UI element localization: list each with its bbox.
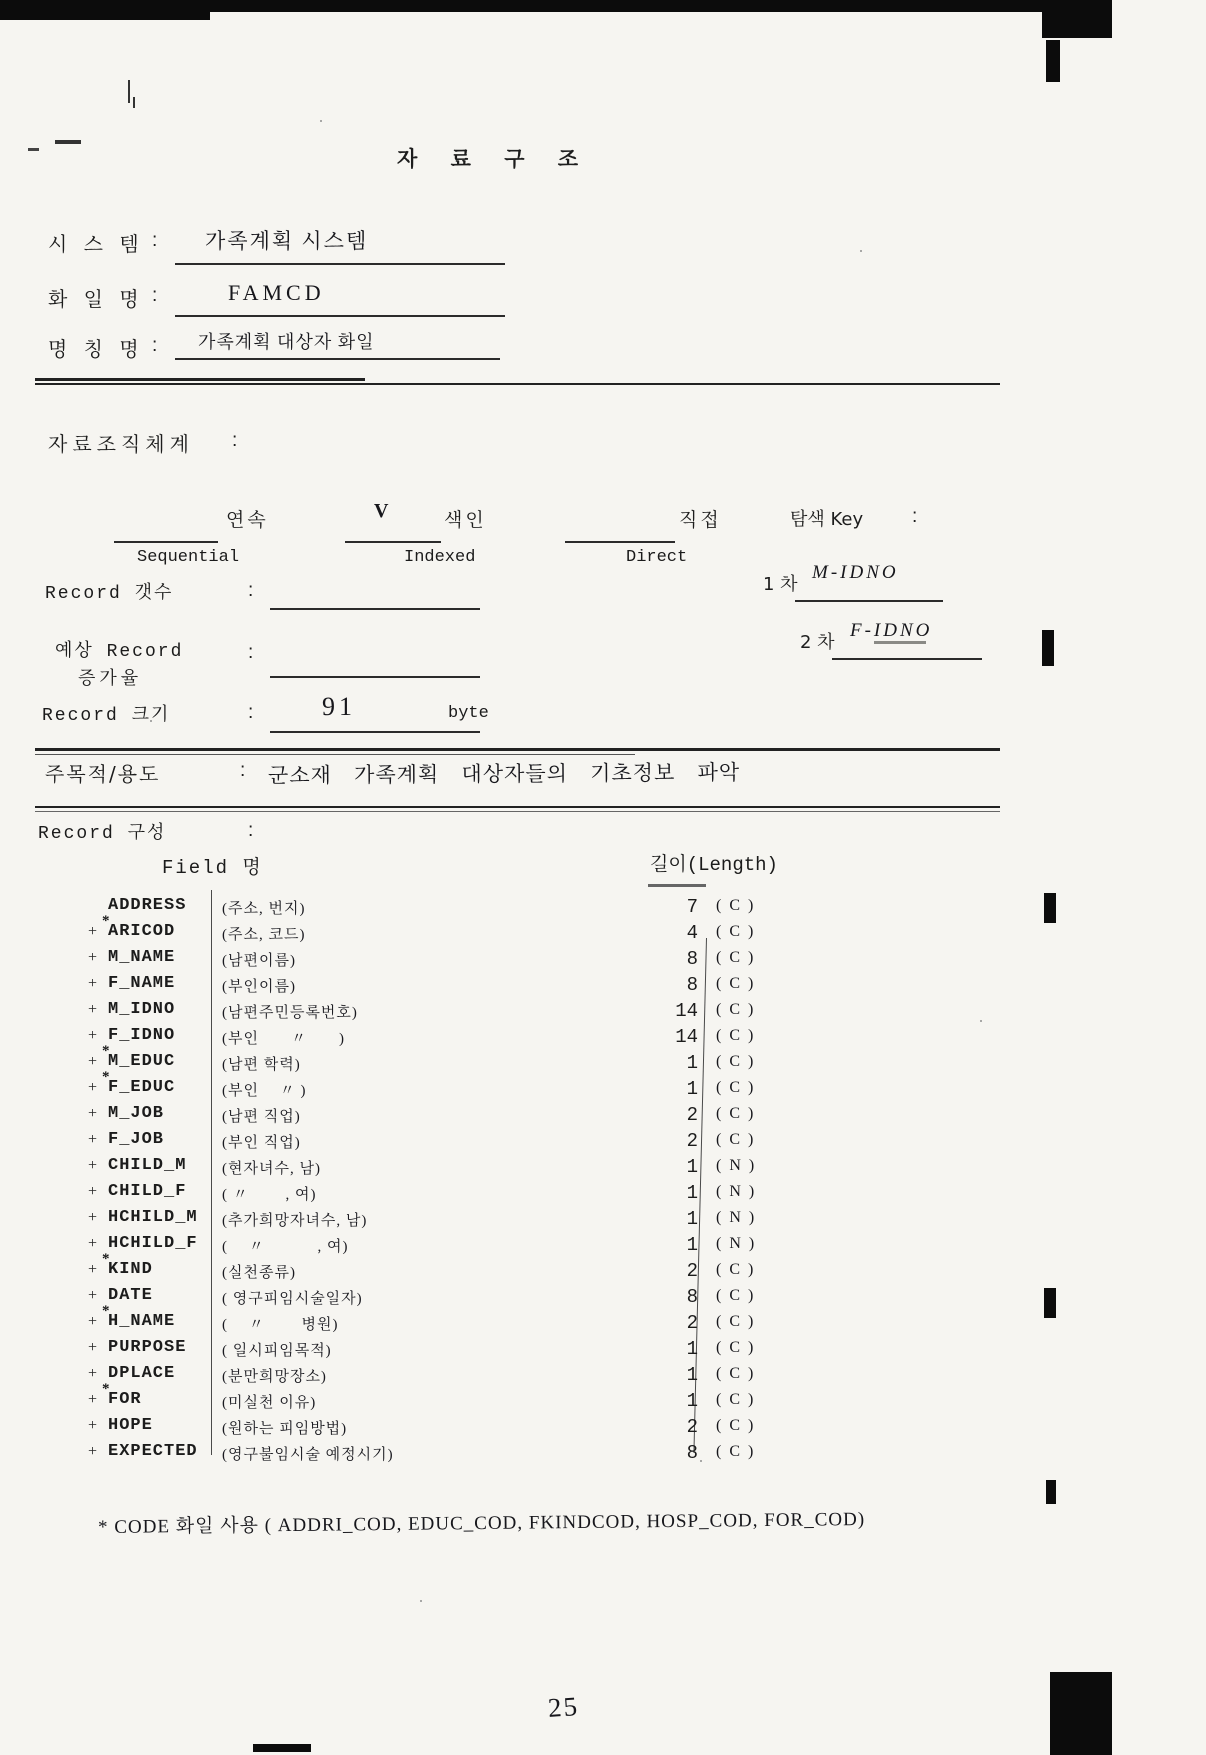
field-length: 14 <box>675 1000 698 1022</box>
field-length: 8 <box>686 974 698 996</box>
field-type: ( C ) <box>716 923 756 940</box>
scan-artifact <box>1044 1288 1056 1318</box>
field-plus-mark: + <box>88 1157 98 1174</box>
field-description: (부인 〃 ) <box>222 1083 307 1099</box>
field-length: 2 <box>686 1260 698 1282</box>
field-type: ( C ) <box>716 897 756 914</box>
field-row <box>0 1286 1206 1312</box>
field-desc-divider <box>211 890 212 1455</box>
indexed-blank <box>345 541 441 543</box>
field-name: CHILD_F <box>108 1182 187 1201</box>
field-plus-mark: + <box>88 1105 98 1122</box>
field-row <box>0 1130 1206 1156</box>
search-key-label: 탐색 Key <box>790 509 864 530</box>
code-files-footnote: * CODE 화일 사용 ( ADDRI_COD, EDUC_COD, FKINDCOD, HOSP_COD, FOR_COD) <box>97 1508 866 1539</box>
scan-artifact <box>1044 893 1056 923</box>
colon: : <box>248 642 254 663</box>
field-row <box>0 1381 1206 1416</box>
field-length: 1 <box>686 1182 698 1204</box>
field-plus-mark: + <box>88 1001 98 1018</box>
field-type: ( C ) <box>716 1261 756 1278</box>
scan-artifact <box>1046 1480 1056 1504</box>
field-name: HCHILD_F <box>108 1234 198 1253</box>
field-length: 14 <box>675 1026 698 1048</box>
purpose-label: 주목적/용도 <box>45 762 161 786</box>
scan-artifact <box>0 0 210 20</box>
field-length: 8 <box>686 1286 698 1308</box>
field-description: (주소, 번지) <box>222 901 306 917</box>
field-name: M_NAME <box>108 948 176 967</box>
field-description: (영구불임시술 예정시기) <box>222 1447 394 1463</box>
purpose-value: 군소재 가족계획 대상자들의 기초정보 파악 <box>267 760 741 788</box>
scan-artifact <box>1042 630 1054 666</box>
field-row <box>0 1338 1206 1364</box>
field-description: ( 일시피임목적) <box>222 1343 332 1359</box>
field-description: (부인 〃 ) <box>222 1031 345 1047</box>
field-name: M_IDNO <box>108 1000 176 1019</box>
field-plus-mark: + <box>88 975 98 992</box>
colon: : <box>248 820 254 841</box>
field-plus-mark: + <box>88 1365 98 1382</box>
scan-artifact <box>1050 1672 1112 1755</box>
field-row <box>0 1303 1206 1338</box>
field-length: 1 <box>686 1338 698 1360</box>
field-name: HCHILD_M <box>108 1208 198 1227</box>
length-type-divider <box>693 938 707 1453</box>
field-row <box>0 1043 1206 1078</box>
field-plus-mark: + <box>88 1209 98 1226</box>
option-indexed-english: Indexed <box>404 548 476 567</box>
growth-label-line1: 예상 Record <box>55 642 184 662</box>
field-length: 4 <box>686 922 698 944</box>
scan-artifact <box>648 884 706 887</box>
field-type: ( C ) <box>716 1287 756 1304</box>
field-row <box>0 1069 1206 1104</box>
growth-label-line2: 증가율 <box>78 668 143 689</box>
field-description: (실천종류) <box>222 1265 296 1281</box>
field-description: (주소, 코드) <box>222 927 306 943</box>
divider <box>35 378 365 381</box>
field-plus-mark: + <box>88 1339 98 1356</box>
field-name: F_IDNO <box>108 1026 176 1045</box>
colon: : <box>152 335 158 356</box>
field-length: 8 <box>686 948 698 970</box>
system-underline <box>175 263 505 265</box>
field-type: ( C ) <box>716 1417 756 1434</box>
option-sequential-english: Sequential <box>137 548 240 567</box>
scan-speck <box>320 120 322 122</box>
field-row <box>0 1234 1206 1260</box>
column-header-field: Field 명 <box>162 857 263 879</box>
field-type: ( C ) <box>716 975 756 992</box>
field-row <box>0 1000 1206 1026</box>
field-length: 2 <box>686 1104 698 1126</box>
field-plus-mark: + <box>88 1391 98 1408</box>
system-value: 가족계획 시스템 <box>205 229 369 253</box>
field-name: DATE <box>108 1286 153 1305</box>
field-name: M_EDUC * <box>102 1043 176 1071</box>
field-name: M_JOB <box>108 1104 165 1123</box>
field-name: CHILD_M <box>108 1156 187 1175</box>
field-length: 1 <box>686 1234 698 1256</box>
field-length: 1 <box>686 1052 698 1074</box>
key1-label: 1 차 <box>763 574 798 595</box>
option-indexed-korean: 색인 <box>444 509 487 531</box>
field-plus-mark: + <box>88 1287 98 1304</box>
colon: : <box>232 430 238 451</box>
filename-value: FAMCD <box>228 280 325 305</box>
scan-speck <box>700 1460 702 1462</box>
field-description: (현자녀수, 남) <box>222 1161 321 1177</box>
field-description: ( 〃 병원) <box>222 1317 339 1333</box>
field-star-mark: * <box>102 1043 111 1059</box>
column-header-length: 길이(Length) <box>650 854 778 876</box>
field-row <box>0 948 1206 974</box>
record-count-label: Record 갯수 <box>45 584 174 604</box>
colon: : <box>912 506 918 527</box>
field-name: ARICOD * <box>102 913 176 941</box>
field-length: 8 <box>686 1442 698 1464</box>
field-type: ( C ) <box>716 1105 756 1122</box>
colon: : <box>152 285 158 306</box>
field-name: F_JOB <box>108 1130 165 1149</box>
divider <box>35 748 1000 751</box>
field-length: 7 <box>686 896 698 918</box>
field-plus-mark: + <box>88 1079 98 1096</box>
indexed-checkmark: V <box>374 500 389 522</box>
field-star-mark: * <box>102 1069 111 1085</box>
key1-underline <box>795 600 943 602</box>
scan-speck <box>420 1600 422 1602</box>
field-length: 2 <box>686 1130 698 1152</box>
scan-speck <box>860 250 862 252</box>
option-sequential-korean: 연속 <box>226 509 269 531</box>
organization-label: 자료조직체계 <box>48 432 194 456</box>
field-type: ( C ) <box>716 1079 756 1096</box>
field-name: HOPE <box>108 1416 153 1435</box>
scan-artifact <box>253 1744 311 1752</box>
field-length: 2 <box>686 1416 698 1438</box>
scan-artifact <box>55 140 81 144</box>
field-row <box>0 1026 1206 1052</box>
field-type: ( C ) <box>716 1001 756 1018</box>
field-type: ( C ) <box>716 1313 756 1330</box>
field-row <box>0 896 1206 922</box>
field-row <box>0 1104 1206 1130</box>
field-description: (남편이름) <box>222 953 296 969</box>
field-description: (남편 학력) <box>222 1057 301 1073</box>
field-row <box>0 1416 1206 1442</box>
option-direct-korean: 직접 <box>679 509 722 531</box>
divider <box>35 383 1000 385</box>
colon: : <box>248 702 254 723</box>
field-plus-mark: + <box>88 1235 98 1252</box>
scan-artifact <box>1042 0 1112 38</box>
field-length: 1 <box>686 1390 698 1412</box>
title-name-value: 가족계획 대상자 화일 <box>198 332 375 352</box>
field-type: ( C ) <box>716 1339 756 1356</box>
record-size-label: Record 크기 <box>42 706 171 726</box>
field-type: ( C ) <box>716 1365 756 1382</box>
option-direct-english: Direct <box>626 548 688 567</box>
key1-value: M-IDNO <box>812 562 899 583</box>
scan-artifact <box>128 80 130 103</box>
field-description: ( 영구피임시술일자) <box>222 1291 363 1307</box>
field-row <box>0 1364 1206 1390</box>
field-name: ADDRESS <box>108 896 187 915</box>
record-layout-label: Record 구성 <box>38 824 167 844</box>
scan-speck <box>980 1020 982 1022</box>
field-star-mark: * <box>102 1381 111 1397</box>
filename-underline <box>175 315 505 317</box>
divider <box>35 754 635 755</box>
field-length: 1 <box>686 1156 698 1178</box>
field-plus-mark: + <box>88 1053 98 1070</box>
growth-blank <box>270 676 480 678</box>
field-type: ( C ) <box>716 949 756 966</box>
colon: : <box>240 760 246 781</box>
scan-artifact <box>1046 40 1060 82</box>
key2-value: F-IDNO <box>850 620 933 641</box>
field-name: F_NAME <box>108 974 176 993</box>
field-plus-mark: + <box>88 1261 98 1278</box>
key2-label: 2 차 <box>800 632 835 653</box>
field-type: ( C ) <box>716 1391 756 1408</box>
field-length: 1 <box>686 1078 698 1100</box>
colon: : <box>248 580 254 601</box>
field-row <box>0 974 1206 1000</box>
field-type: ( N ) <box>716 1235 757 1252</box>
field-name: PURPOSE <box>108 1338 187 1357</box>
field-name: FOR * <box>102 1381 142 1409</box>
field-description: ( 〃 , 여) <box>222 1239 349 1255</box>
field-plus-mark: + <box>88 1417 98 1434</box>
field-description: (남편 직업) <box>222 1109 301 1125</box>
field-type: ( C ) <box>716 1053 756 1070</box>
field-length: 1 <box>686 1364 698 1386</box>
page-number: 25 <box>546 1690 580 1724</box>
divider <box>35 811 1000 812</box>
field-description: (남편주민등록번호) <box>222 1005 358 1021</box>
field-description: (분만희망장소) <box>222 1369 327 1385</box>
field-star-mark: * <box>102 1251 111 1267</box>
field-type: ( N ) <box>716 1157 757 1174</box>
field-length: 2 <box>686 1312 698 1334</box>
field-description: (부인 직업) <box>222 1135 301 1151</box>
field-description: (원하는 피임방법) <box>222 1421 348 1437</box>
field-name: EXPECTED <box>108 1442 198 1461</box>
scan-artifact <box>133 97 135 108</box>
page-title: 자 료 구 조 <box>397 147 592 171</box>
field-type: ( C ) <box>716 1443 756 1460</box>
filename-label: 화 일 명 <box>48 287 144 311</box>
field-plus-mark: + <box>88 1313 98 1330</box>
field-plus-mark: + <box>88 1183 98 1200</box>
field-description: (미실천 이유) <box>222 1395 317 1411</box>
title-name-label: 명 칭 명 <box>48 337 144 361</box>
field-plus-mark: + <box>88 923 98 940</box>
field-length: 1 <box>686 1208 698 1230</box>
record-size-value: 91 <box>322 692 356 721</box>
record-size-blank <box>270 731 480 733</box>
field-name: H_NAME * <box>102 1303 176 1331</box>
field-row <box>0 913 1206 948</box>
field-row <box>0 1182 1206 1208</box>
field-name: DPLACE <box>108 1364 176 1383</box>
field-row <box>0 1156 1206 1182</box>
field-star-mark: * <box>102 1303 111 1319</box>
sequential-blank <box>114 541 218 543</box>
field-row <box>0 1442 1206 1468</box>
system-label: 시 스 템 <box>48 232 144 256</box>
scan-artifact <box>28 148 39 151</box>
colon: : <box>152 230 158 251</box>
field-type: ( N ) <box>716 1183 757 1200</box>
record-size-unit: byte <box>448 704 489 723</box>
field-description: (추가희망자녀수, 남) <box>222 1213 368 1229</box>
divider <box>35 806 1000 808</box>
field-name: F_EDUC * <box>102 1069 176 1097</box>
field-plus-mark: + <box>88 1443 98 1460</box>
field-star-mark: * <box>102 913 111 929</box>
field-type: ( C ) <box>716 1131 756 1148</box>
field-row <box>0 1208 1206 1234</box>
field-row <box>0 1251 1206 1286</box>
field-plus-mark: + <box>88 1131 98 1148</box>
field-description: (부인이름) <box>222 979 296 995</box>
key2-underline <box>832 658 982 660</box>
title-name-underline <box>175 358 500 360</box>
field-type: ( N ) <box>716 1209 757 1226</box>
field-type: ( C ) <box>716 1027 756 1044</box>
record-count-blank <box>270 608 480 610</box>
field-plus-mark: + <box>88 1027 98 1044</box>
field-plus-mark: + <box>88 949 98 966</box>
field-description: ( 〃 , 여) <box>222 1187 317 1203</box>
field-name: KIND * <box>102 1251 153 1279</box>
direct-blank <box>565 541 675 543</box>
